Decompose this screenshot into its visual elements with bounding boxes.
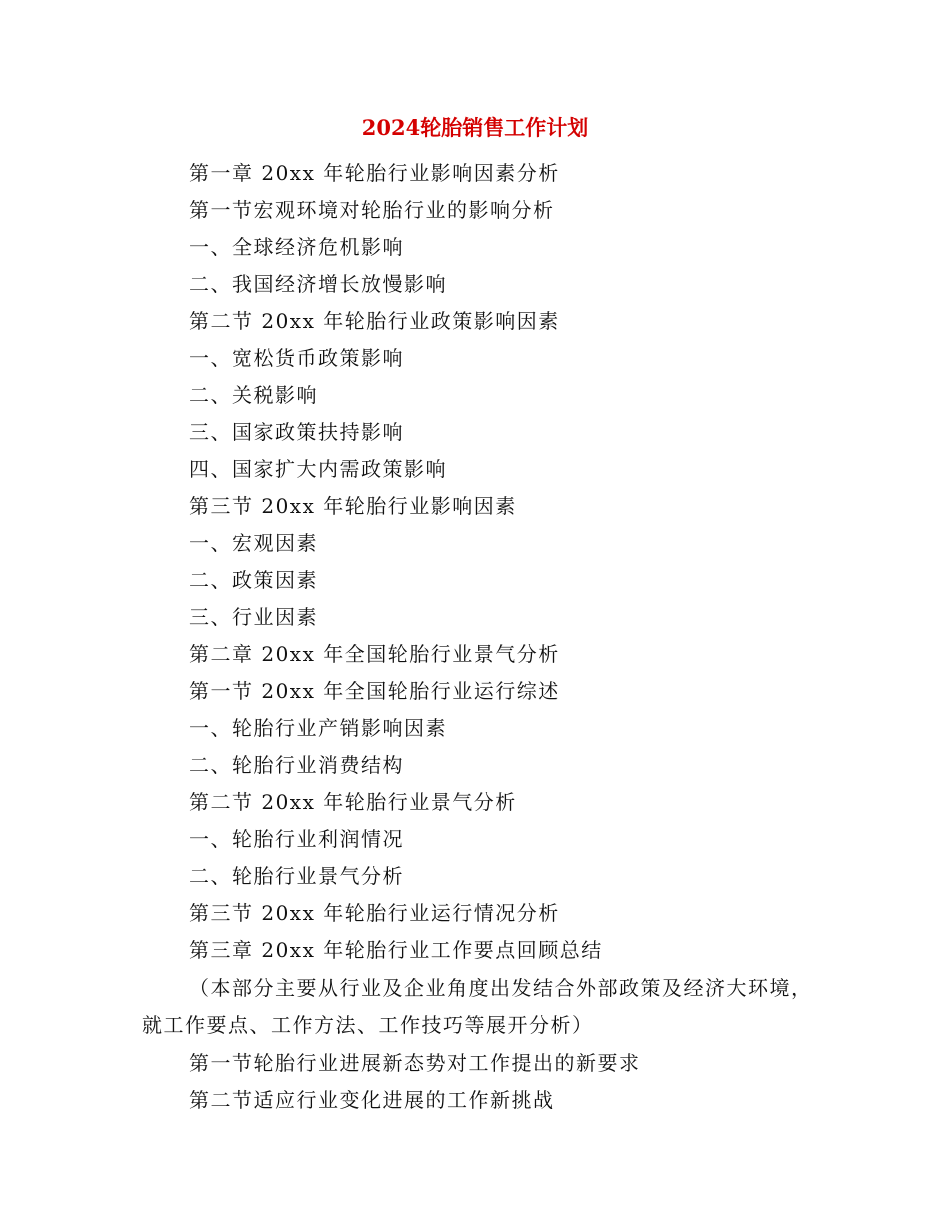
outline-line: 第二节适应行业变化进展的工作新挑战 (189, 1088, 555, 1112)
outline-line: 二、政策因素 (189, 568, 318, 592)
document-title: 2024轮胎销售工作计划 (361, 115, 589, 140)
outline-line: 第二节 20xx 年轮胎行业景气分析 (189, 790, 517, 814)
outline-line: 第二节 20xx 年轮胎行业政策影响因素 (189, 309, 560, 333)
outline-line: 二、轮胎行业景气分析 (189, 864, 404, 888)
description-paragraph: （本部分主要从行业及企业角度出发结合外部政策及经济大环境，就工作要点、工作方法、工作技巧等展开分析） (142, 976, 813, 1037)
outline-line: 一、全球经济危机影响 (189, 235, 404, 259)
outline-line: 一、宏观因素 (189, 531, 318, 555)
outline-line: 一、轮胎行业产销影响因素 (189, 716, 447, 740)
outline-line: 三、国家政策扶持影响 (189, 420, 404, 444)
outline-line: 第一节 20xx 年全国轮胎行业运行综述 (189, 679, 560, 703)
outline-line: 二、关税影响 (189, 383, 318, 407)
outline-line: 三、行业因素 (189, 605, 318, 629)
outline-line: 第三节 20xx 年轮胎行业运行情况分析 (189, 901, 560, 925)
outline-line: 第一章 20xx 年轮胎行业影响因素分析 (189, 161, 560, 185)
outline-line: 四、国家扩大内需政策影响 (189, 457, 447, 481)
outline-line: 二、轮胎行业消费结构 (189, 753, 404, 777)
outline-line: 第一节宏观环境对轮胎行业的影响分析 (189, 198, 555, 222)
outline-line: 二、我国经济增长放慢影响 (189, 272, 447, 296)
outline-line: 第三章 20xx 年轮胎行业工作要点回顾总结 (189, 938, 603, 962)
outline-line: 第三节 20xx 年轮胎行业影响因素 (189, 494, 517, 518)
outline-line: 一、宽松货币政策影响 (189, 346, 404, 370)
outline-line: 第二章 20xx 年全国轮胎行业景气分析 (189, 642, 560, 666)
outline-line: 一、轮胎行业利润情况 (189, 827, 404, 851)
outline-line: 第一节轮胎行业进展新态势对工作提出的新要求 (189, 1051, 641, 1075)
